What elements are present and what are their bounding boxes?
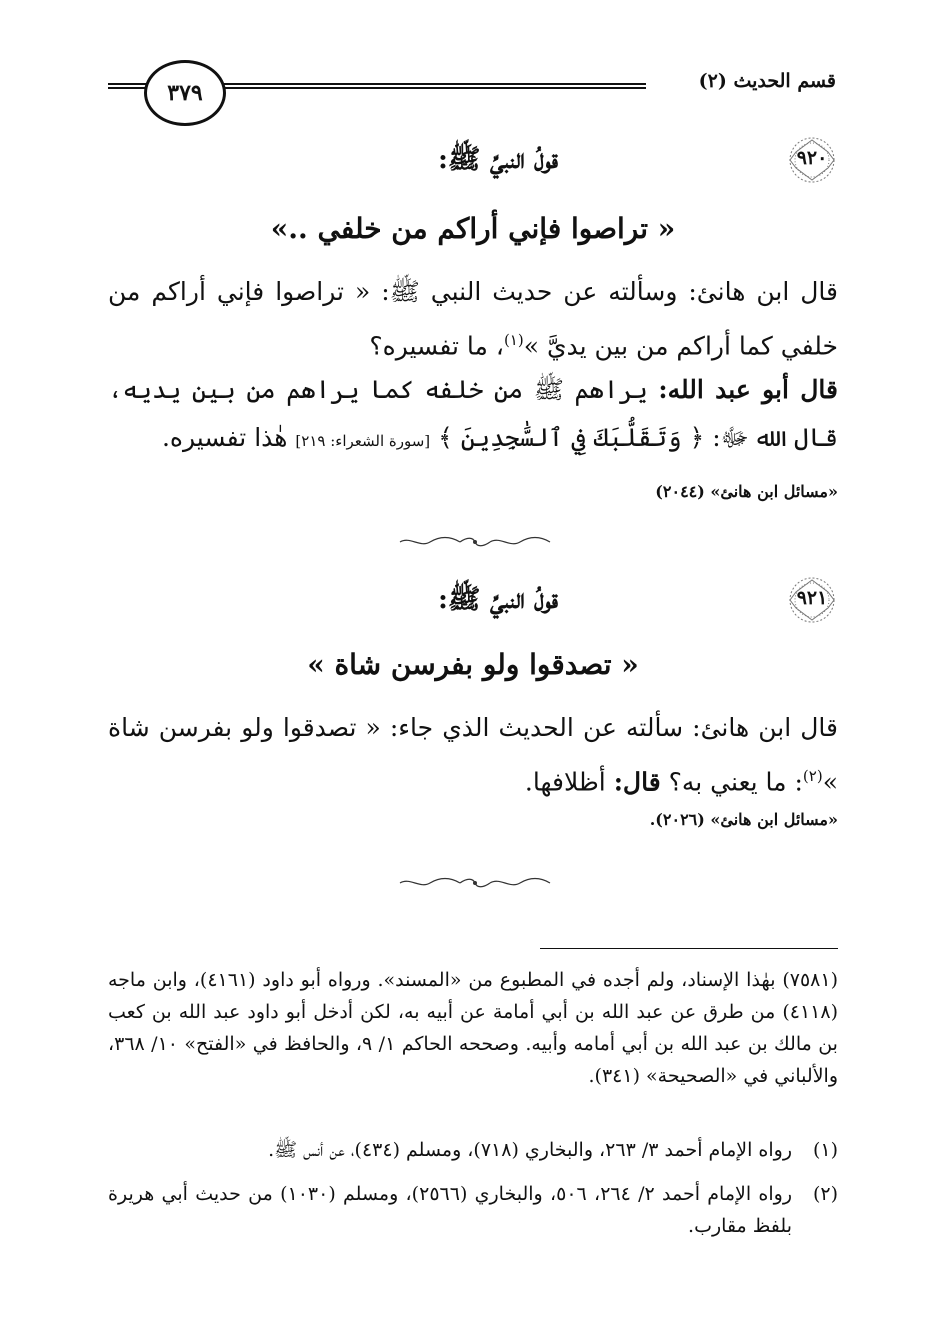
header-rule bbox=[208, 83, 646, 89]
header-rule bbox=[108, 83, 146, 89]
footnote-2 bbox=[108, 1178, 838, 1242]
footnote-text: (٧٥٨١) بهٰذا الإسناد، ولم أجده في المطبوع من «المسند». ورواه أبو داود (٤١٦١)، وابن ماجه (٤١١٨) من طرق عن عبد الله بن أبي أمامة عن أبيه به، لكن أدخل أبو داود عبد الله بن كعب بن مالك بن عبد الله بن أبي أمامه وأبيه. وصححه الحاكم ١/ ٩، والحافظ في «الفتح» ١٠/ ٣٦٨، والألباني في «الصحيحة» (٣٤١). bbox=[108, 969, 838, 1087]
rosette-ornament-icon bbox=[776, 134, 848, 186]
answer-lead: قال أبو عبد الله: bbox=[658, 375, 838, 404]
reference-citation: «مسائل ابن هانئ» (٢٠٢٦). bbox=[649, 810, 838, 829]
running-header bbox=[108, 58, 836, 128]
footnote-text: رواه الإمام أحمد ٢/ ٢٦٤، ٥٠٦، والبخاري (٢٥٦٦)، ومسلم (١٠٣٠) من حديث أبي هريرة بلفظ مقارب. bbox=[108, 1183, 793, 1237]
ornament-divider-icon bbox=[395, 535, 555, 549]
reference-citation: «مسائل ابن هانئ» (٢٠٤٤) bbox=[655, 482, 838, 501]
footnote-marker: (٢) bbox=[802, 767, 823, 785]
question-paragraph bbox=[108, 704, 838, 806]
entry-heading bbox=[108, 574, 838, 630]
answer-text: أظلافها. bbox=[524, 767, 606, 797]
question-text: قال ابن هانئ: سألته عن الحديث الذي جاء: « تصدقوا ولو بفرسن شاة » bbox=[108, 713, 838, 797]
entry-number: ٩٢٠ bbox=[796, 147, 828, 169]
footnote-mark: (١) bbox=[812, 1139, 838, 1161]
page-number: ٣٧٩ bbox=[144, 60, 226, 126]
entry-label: قولُ النبيِّ ﷺ: bbox=[437, 144, 558, 175]
footnotes bbox=[108, 964, 838, 1264]
answer-lead: قال: bbox=[613, 767, 661, 797]
answer-end: هٰذا تفسيره. bbox=[161, 423, 288, 452]
question-paragraph bbox=[108, 268, 838, 370]
entry-heading bbox=[108, 134, 838, 190]
question-end: ، ما تفسيره؟ bbox=[369, 331, 504, 361]
footnote-separator bbox=[540, 948, 838, 949]
question-text: قال ابن هانئ: وسألته عن حديث النبي ﷺ: « تراصوا فإني أراكم من خلفي كما أراكم من بين يديَّ » bbox=[108, 277, 838, 361]
footnote-mark: (٢) bbox=[812, 1183, 838, 1205]
header-title: قسم الحديث (٢) bbox=[698, 70, 836, 92]
footnote-continued bbox=[108, 964, 838, 1092]
ornament-divider-icon bbox=[395, 876, 555, 890]
hadith-title: « تصدقوا ولو بفرسن شاة » bbox=[307, 648, 639, 681]
question-mid: : ما يعني به؟ bbox=[668, 767, 803, 797]
hadith-title: « تراصوا فإني أراكم من خلفي ..» bbox=[270, 212, 676, 245]
answer-paragraph bbox=[108, 366, 838, 465]
answer-text: يراهم ﷺ من خلفه كما يراهم من بين يديه، قال الله ﷻ: ﴿ وَتَقَلُّبَكَ فِي ٱلسَّٰجِدِينَ ﴾ bbox=[108, 375, 838, 452]
rosette-ornament-icon bbox=[776, 574, 848, 626]
entry-number: ٩٢١ bbox=[796, 587, 828, 609]
entry-label: قولُ النبيِّ ﷺ: bbox=[437, 584, 558, 615]
footnote-text: رواه الإمام أحمد ٣/ ٢٦٣، والبخاري (٧١٨)، ومسلم (٤٣٤)، عن أنس ﷺ. bbox=[268, 1139, 792, 1161]
quran-source: [سورة الشعراء: ٢١٩] bbox=[295, 432, 431, 450]
footnote-1 bbox=[108, 1134, 838, 1166]
footnote-marker: (١) bbox=[503, 331, 524, 349]
